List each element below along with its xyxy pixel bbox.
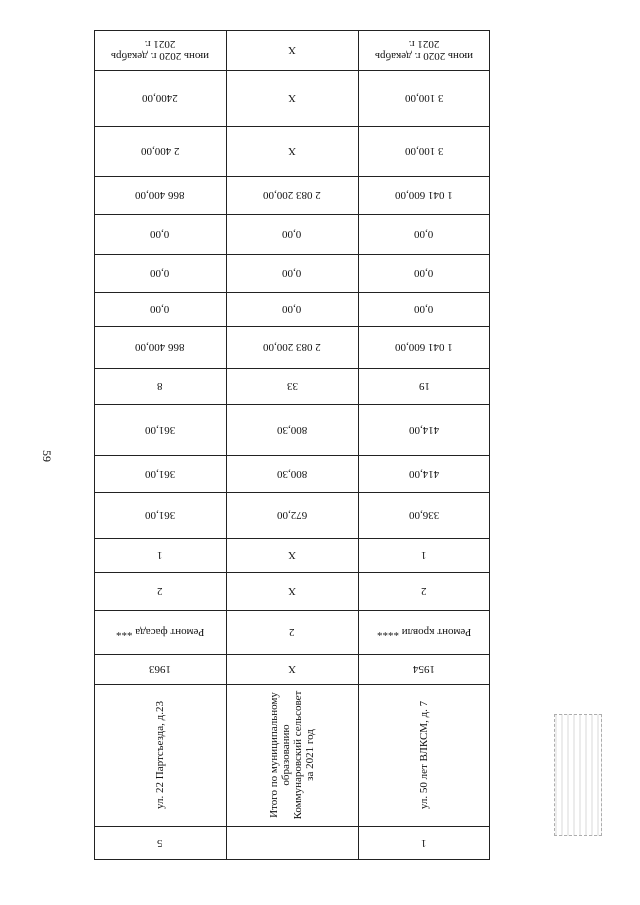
- table-cell-text: 0,00: [282, 303, 302, 315]
- table-cell-text: июнь 2020 г. декабрь 2021 г.: [111, 38, 209, 62]
- table-cell: [94, 572, 226, 610]
- table-cell-text: 414,00: [408, 423, 440, 436]
- table-cell: [226, 826, 358, 860]
- table-cell-text: 1: [421, 549, 427, 561]
- table-cell: [94, 126, 226, 176]
- table-cell-text: 0,00: [414, 267, 434, 279]
- table-cell: [94, 30, 226, 70]
- table-cell-text: 2 083 200,00: [263, 341, 321, 353]
- page-number: 59: [40, 450, 54, 462]
- table-cell: [94, 404, 226, 455]
- table-cell-text: Итого по муниципальному образованию Коммунаровский сельсовет за 2021 год: [268, 690, 316, 820]
- table-cell-text: X: [288, 92, 296, 104]
- table-cell-text: 3 100,00: [404, 145, 444, 157]
- table-cell: [358, 254, 490, 292]
- table-cell-text: 361,00: [144, 509, 176, 521]
- table-cell-text: 8: [157, 380, 163, 392]
- table-cell: [358, 610, 490, 654]
- table-cell: [226, 126, 358, 176]
- table-cell-text: 3 100,00: [404, 92, 444, 104]
- table-cell: [226, 70, 358, 126]
- table-cell-text: июнь 2020 г. декабрь 2021 г.: [375, 38, 473, 62]
- table-cell-text: 0,00: [414, 303, 434, 315]
- table-cell: [226, 30, 358, 70]
- table-cell: [226, 368, 358, 404]
- table-cell-text: 0,00: [414, 228, 434, 240]
- table-cell-text: Ремонт фасада ***: [115, 626, 205, 638]
- table-cell: [358, 404, 490, 455]
- table-cell: [94, 610, 226, 654]
- table-cell-text: X: [288, 44, 296, 56]
- table-cell-text: 5: [157, 837, 163, 849]
- table-cell: [358, 572, 490, 610]
- table-cell-text: 1 041 600,00: [395, 189, 453, 201]
- table-cell: [94, 492, 226, 538]
- table-cell-text: 19: [418, 380, 430, 392]
- table-cell-text: 0,00: [282, 267, 302, 279]
- table-cell-text: 2 083 200,00: [263, 189, 321, 201]
- table-cell-text: X: [288, 549, 296, 561]
- table-cell: [358, 538, 490, 572]
- table-cell: [94, 70, 226, 126]
- table-cell: [94, 455, 226, 492]
- table-cell: [94, 538, 226, 572]
- table-cell-text: 866 400,00: [135, 341, 185, 353]
- table-cell: [226, 654, 358, 684]
- table-cell-text: 414,00: [408, 467, 440, 480]
- table-cell: [94, 684, 226, 826]
- table-cell: [358, 654, 490, 684]
- table-cell: [94, 826, 226, 860]
- table-cell-text: 866 400,00: [135, 189, 185, 201]
- table-cell-text: 1: [157, 549, 163, 561]
- table-cell: [226, 254, 358, 292]
- table-cell: [94, 654, 226, 684]
- table-cell: [358, 684, 490, 826]
- table-cell: [94, 254, 226, 292]
- table-cell-text: 361,00: [144, 467, 176, 480]
- table-cell-text: 672,00: [276, 509, 308, 521]
- table-cell-text: 2400,00: [142, 92, 178, 104]
- table-cell-text: 1 041 600,00: [395, 341, 453, 353]
- table-cell: [358, 176, 490, 214]
- table-cell: [226, 455, 358, 492]
- table-cell: [94, 292, 226, 326]
- table-cell: [358, 214, 490, 254]
- table-cell: [226, 326, 358, 368]
- table-cell: [226, 572, 358, 610]
- table-cell: [358, 326, 490, 368]
- table-cell: [358, 492, 490, 538]
- table-cell-text: 0,00: [150, 267, 170, 279]
- table-cell-text: 800,30: [276, 423, 308, 436]
- table-cell-text: 2 400,00: [140, 145, 180, 157]
- table-cell: [226, 492, 358, 538]
- table-cell: [226, 538, 358, 572]
- table-cell: [358, 70, 490, 126]
- table-cell-text: 0,00: [150, 303, 170, 315]
- table-cell: [94, 214, 226, 254]
- table-cell-text: 361,00: [144, 423, 176, 436]
- table-cell: [358, 455, 490, 492]
- table-cell: [226, 292, 358, 326]
- table-cell-text: ул. 22 Партсъезда, д.23: [154, 701, 166, 809]
- table-cell-text: 2: [289, 626, 295, 638]
- table-cell: [358, 368, 490, 404]
- table-cell: [94, 176, 226, 214]
- table-cell-text: 336,00: [408, 509, 440, 521]
- table-cell: [358, 826, 490, 860]
- stamp-image: [554, 714, 602, 836]
- table-cell: [358, 126, 490, 176]
- table-cell-text: 0,00: [282, 228, 302, 240]
- table-cell-text: 33: [286, 380, 298, 392]
- table-cell-text: 1963: [149, 663, 171, 675]
- table-cell-text: Ремонт кровли ****: [376, 626, 472, 638]
- table-cell: [226, 176, 358, 214]
- table-cell-text: 2: [157, 585, 163, 597]
- table-cell: [94, 368, 226, 404]
- table-cell: [226, 684, 358, 826]
- table-cell: [226, 404, 358, 455]
- table-cell: [94, 326, 226, 368]
- table-cell-text: 0,00: [150, 228, 170, 240]
- table-cell: [226, 610, 358, 654]
- table-cell: [226, 214, 358, 254]
- table-cell: [358, 292, 490, 326]
- table-cell-text: 1954: [413, 663, 435, 675]
- table-cell-text: 2: [421, 585, 427, 597]
- table-cell-text: ул. 50 лет ВЛКСМ, д. 7: [418, 700, 430, 810]
- table-cell-text: X: [288, 663, 296, 675]
- table-cell-text: X: [288, 585, 296, 597]
- table-cell-text: 800,30: [276, 467, 308, 480]
- table-cell-text: 1: [421, 837, 427, 849]
- table-cell-text: X: [288, 145, 296, 157]
- table-cell: [358, 30, 490, 70]
